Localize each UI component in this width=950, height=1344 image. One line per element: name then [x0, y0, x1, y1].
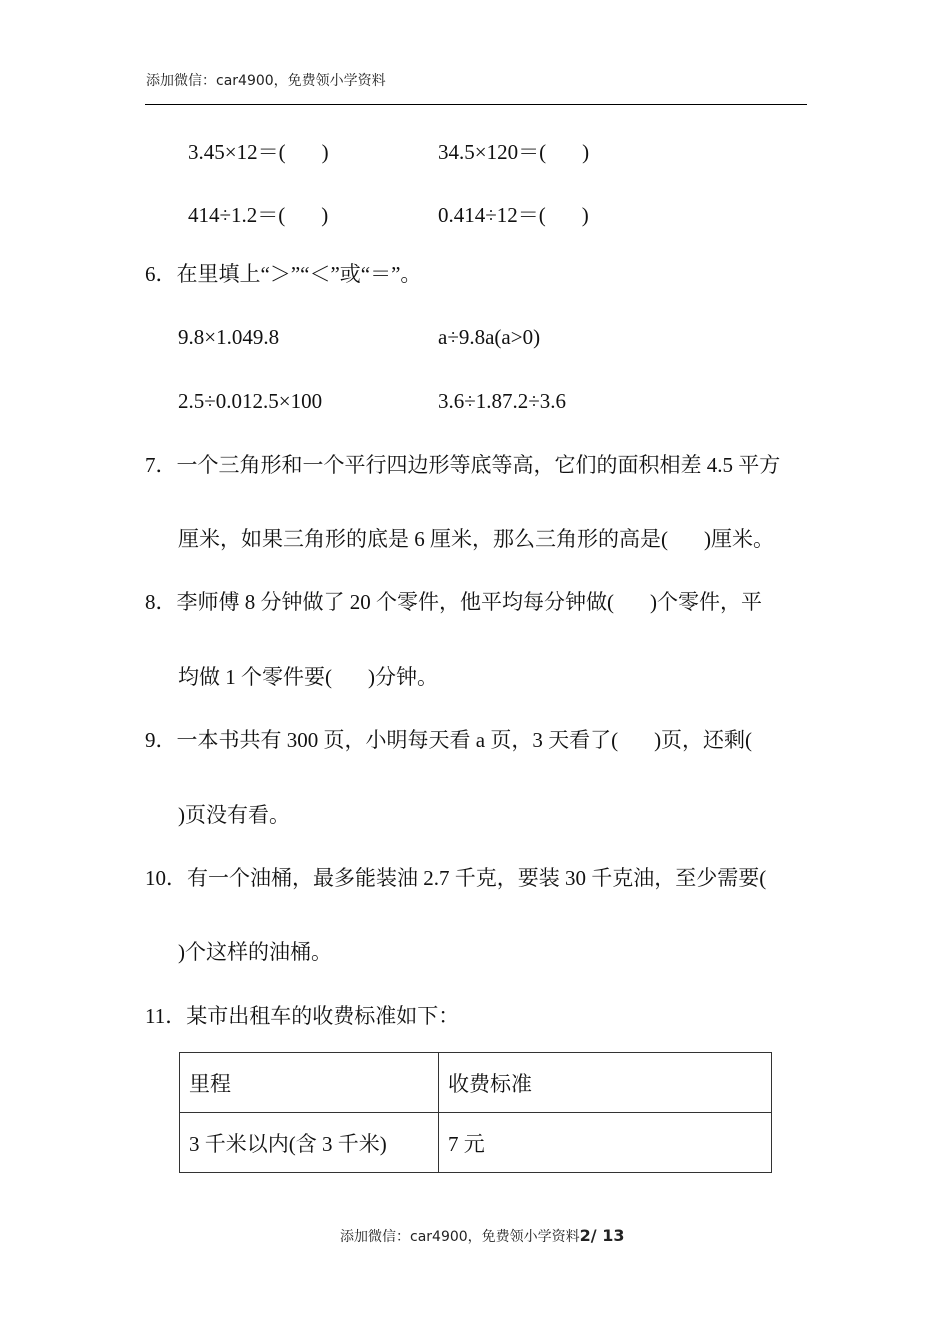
question-10-line1: 10．有一个油桶，最多能装油 2.7 千克，要装 30 千克油，至少需要( — [145, 866, 767, 890]
question-7-line2 — [178, 527, 774, 551]
header-divider — [145, 104, 807, 105]
question-11: 11．某市出租车的收费标准如下： — [145, 1004, 460, 1028]
calc-expression: 0.414÷12＝( — [438, 203, 546, 227]
question-8-line1 — [145, 590, 762, 614]
question-8-line2 — [178, 665, 438, 689]
question-9-line2: )页没有看。 — [178, 803, 290, 827]
question-text: 8．李师傅 8 分钟做了 20 个零件，他平均每分钟做( — [145, 590, 614, 614]
table-header-row — [180, 1053, 772, 1113]
table-row — [180, 1113, 772, 1173]
page-footer — [340, 1226, 624, 1246]
calc-item — [438, 199, 589, 229]
calc-blank-close: ) — [581, 203, 589, 227]
calc-blank-close: ) — [321, 140, 329, 164]
page-number: 2/ 13 — [579, 1226, 625, 1245]
fare-table — [179, 1052, 772, 1173]
question-text: )个零件，平 — [650, 590, 762, 614]
question-text: )分钟。 — [368, 665, 438, 689]
calc-blank-close: ) — [582, 140, 590, 164]
compare-item: 2.5÷0.012.5×100 — [178, 389, 323, 413]
calc-expression: 3.45×12＝( — [188, 140, 286, 164]
footer-text: 添加微信：car4900，免费领小学资料 — [340, 1229, 580, 1245]
calc-expression: 414÷1.2＝( — [188, 203, 286, 227]
calc-item — [438, 136, 589, 166]
compare-item: 9.8×1.049.8 — [178, 325, 280, 349]
question-text: 9．一本书共有 300 页，小明每天看 a 页，3 天看了( — [145, 728, 619, 752]
table-header-cell: 收费标准 — [439, 1053, 772, 1113]
table-header-cell: 里程 — [180, 1053, 439, 1113]
calc-item — [188, 136, 329, 166]
table-cell: 7 元 — [439, 1113, 772, 1173]
question-text: )厘米。 — [704, 527, 774, 551]
question-6: 6．在里填上“＞”“＜”或“＝”。 — [145, 262, 422, 286]
question-7-line1: 7．一个三角形和一个平行四边形等底等高，它们的面积相差 4.5 平方 — [145, 453, 781, 477]
calc-item — [188, 199, 328, 229]
compare-item: a÷9.8a(a>0) — [438, 325, 541, 349]
question-9-line1 — [145, 728, 752, 752]
calc-blank-close: ) — [321, 203, 329, 227]
page-header: 添加微信：car4900，免费领小学资料 — [146, 73, 386, 89]
compare-item: 3.6÷1.87.2÷3.6 — [438, 389, 567, 413]
table-cell: 3 千米以内(含 3 千米) — [180, 1113, 439, 1173]
question-text: )页，还剩( — [654, 728, 753, 752]
question-text: 厘米，如果三角形的底是 6 厘米，那么三角形的高是( — [178, 527, 668, 551]
question-10-line2: )个这样的油桶。 — [178, 940, 332, 964]
question-text: 均做 1 个零件要( — [178, 665, 332, 689]
calc-expression: 34.5×120＝( — [438, 140, 547, 164]
